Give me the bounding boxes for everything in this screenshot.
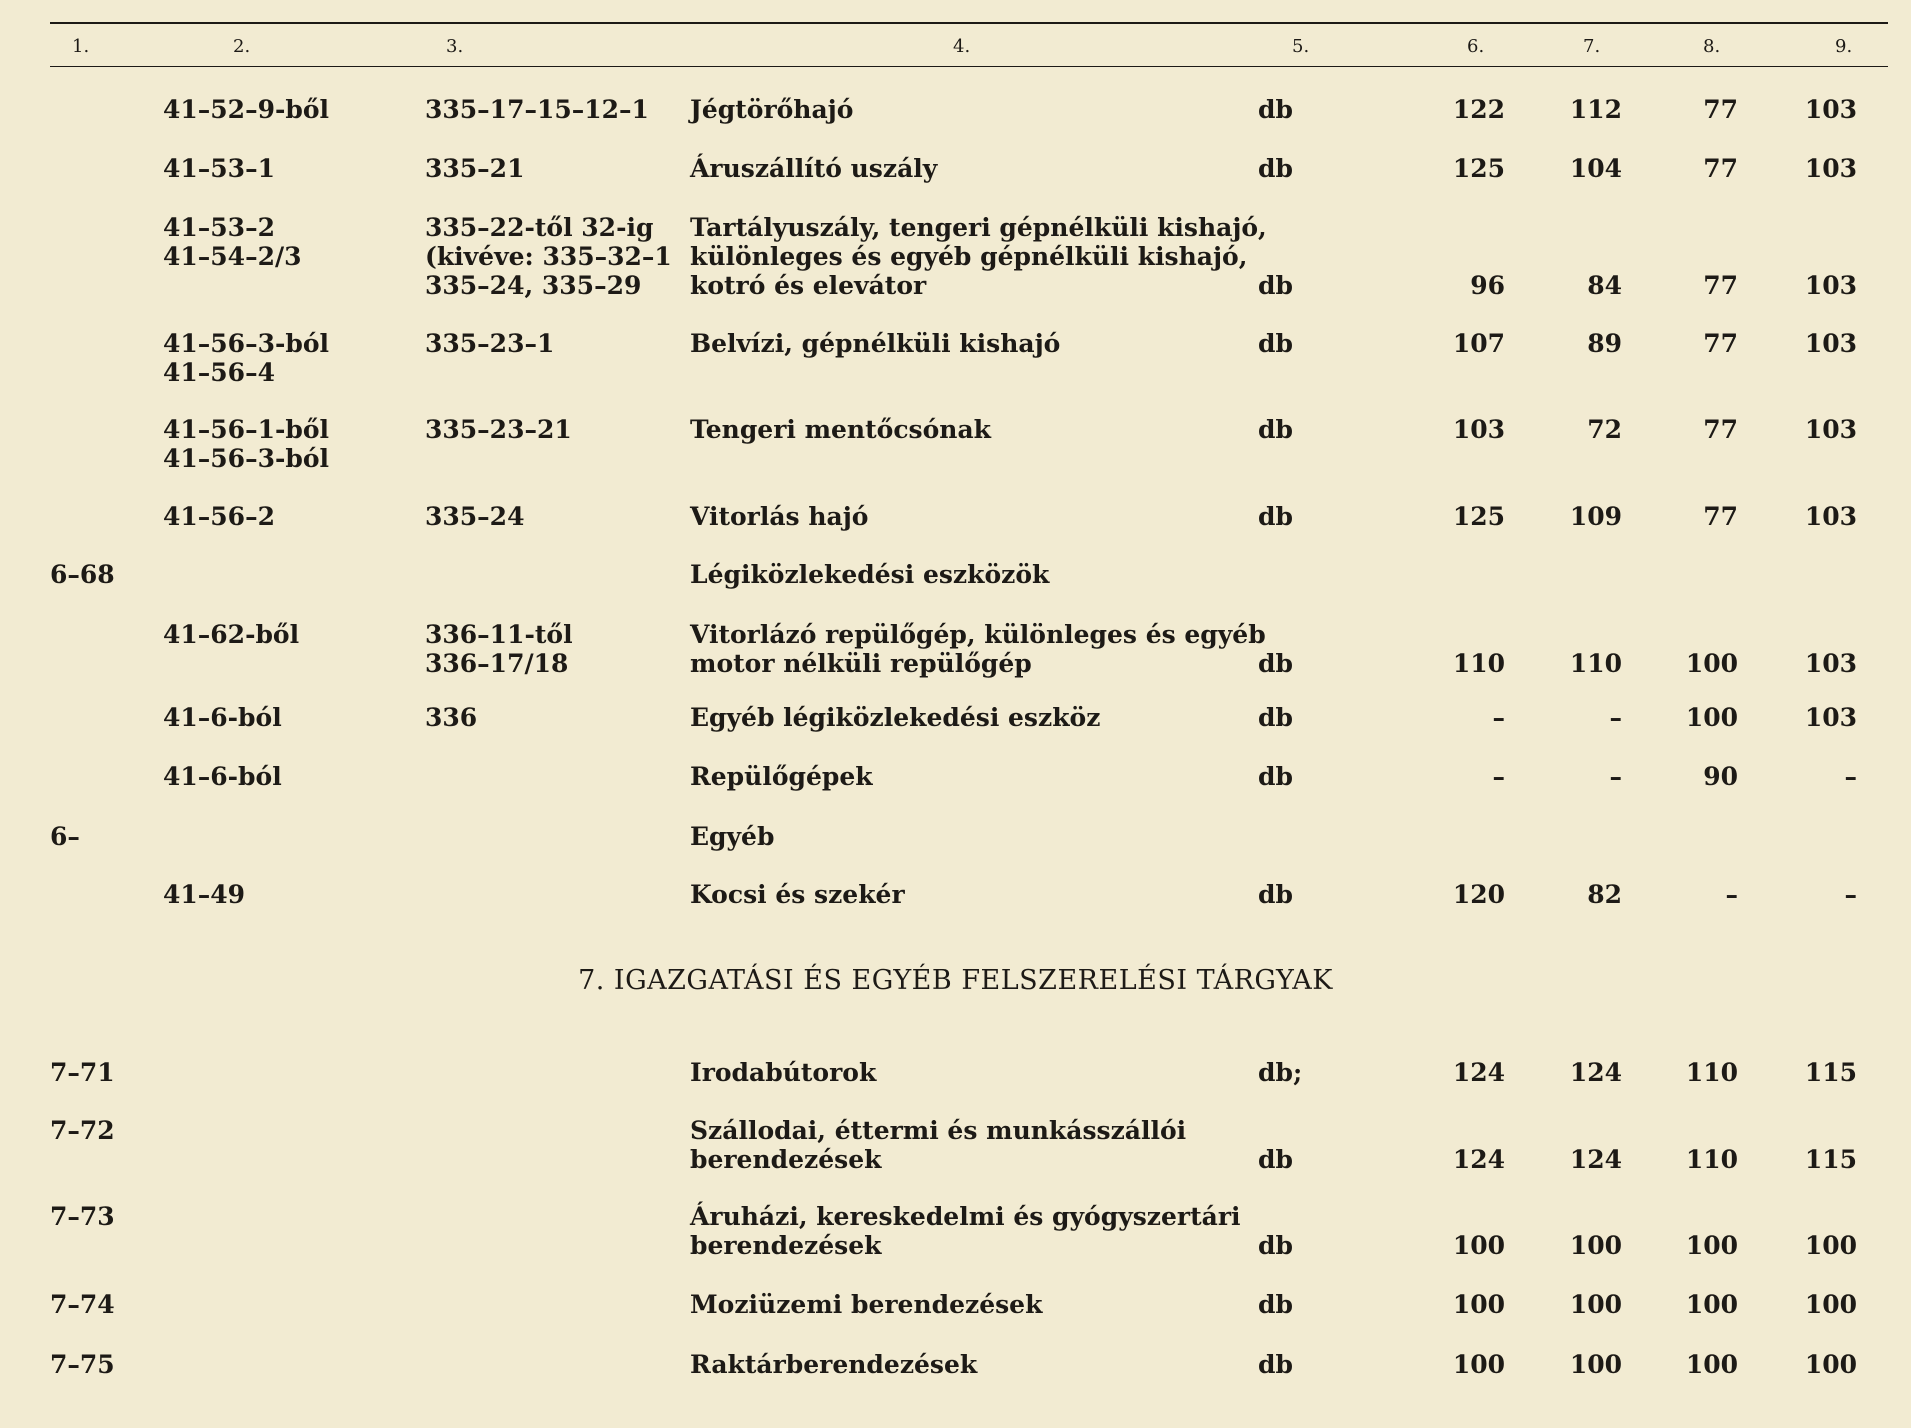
cell-n9: 100 xyxy=(1804,1350,1857,1379)
cell-n7: 100 xyxy=(1569,1350,1622,1379)
cell-c5: db xyxy=(1258,154,1293,183)
cell-n9: 100 xyxy=(1804,1290,1857,1319)
cell-n8: 100 xyxy=(1685,1290,1738,1319)
cell-n7: 100 xyxy=(1569,1290,1622,1319)
cell-c4: Egyéb xyxy=(690,822,775,851)
cell-c4: Áruszállító uszály xyxy=(690,154,938,183)
cell-n7: 109 xyxy=(1569,502,1622,531)
cell-n8: 77 xyxy=(1703,502,1738,531)
cell-n8: 110 xyxy=(1685,1145,1738,1174)
column-header-2: 2. xyxy=(233,36,251,57)
column-header-1: 1. xyxy=(72,36,90,57)
cell-n7: 89 xyxy=(1587,329,1622,358)
cell-c5: db xyxy=(1258,880,1293,909)
cell-c2: 41–56–1-ből 41–56–3-ból xyxy=(163,415,330,473)
cell-c1: 7–71 xyxy=(50,1058,115,1087)
cell-c1: 7–75 xyxy=(50,1350,115,1379)
cell-c3: 335–22-től 32-ig (kivéve: 335–32–1 335–24, 335–29 xyxy=(425,213,672,300)
cell-c2: 41–6-ból xyxy=(163,703,282,732)
cell-n7: 100 xyxy=(1569,1231,1622,1260)
cell-n6: 120 xyxy=(1452,880,1505,909)
cell-c5: db; xyxy=(1258,1058,1303,1087)
cell-c1: 7–74 xyxy=(50,1290,115,1319)
cell-n8: 100 xyxy=(1685,1350,1738,1379)
section-title: 7. IGAZGATÁSI ÉS EGYÉB FELSZERELÉSI TÁRGYAK xyxy=(578,965,1333,996)
cell-n8: – xyxy=(1725,880,1738,909)
cell-n8: 100 xyxy=(1685,1231,1738,1260)
cell-c1: 6– xyxy=(50,822,80,851)
cell-n7: 84 xyxy=(1587,271,1622,300)
cell-c4: Kocsi és szekér xyxy=(690,880,905,909)
cell-n8: 100 xyxy=(1685,703,1738,732)
cell-n6: 122 xyxy=(1452,95,1505,124)
cell-c2: 41–6-ból xyxy=(163,762,282,791)
cell-n6: 110 xyxy=(1452,649,1505,678)
cell-n9: 103 xyxy=(1804,329,1857,358)
cell-n9: 103 xyxy=(1804,649,1857,678)
cell-c5: db xyxy=(1258,502,1293,531)
cell-c5: db xyxy=(1258,415,1293,444)
cell-c1: 7–72 xyxy=(50,1116,115,1145)
cell-c3: 336–11-től 336–17/18 xyxy=(425,620,573,678)
cell-c1: 6–68 xyxy=(50,560,115,589)
cell-n7: 124 xyxy=(1569,1058,1622,1087)
cell-n6: – xyxy=(1492,762,1505,791)
cell-c5: db xyxy=(1258,1290,1293,1319)
cell-n8: 77 xyxy=(1703,154,1738,183)
cell-c4: Vitorlázó repülőgép, különleges és egyéb motor nélküli repülőgép xyxy=(690,620,1266,678)
column-header-8: 8. xyxy=(1703,36,1721,57)
cell-c2: 41–53–2 41–54–2/3 xyxy=(163,213,302,271)
cell-c2: 41–62-ből xyxy=(163,620,300,649)
cell-n9: 100 xyxy=(1804,1231,1857,1260)
cell-c5: db xyxy=(1258,271,1293,300)
header-rule xyxy=(50,66,1888,67)
cell-n6: 100 xyxy=(1452,1290,1505,1319)
cell-c2: 41–49 xyxy=(163,880,246,909)
cell-n7: 124 xyxy=(1569,1145,1622,1174)
cell-n6: 103 xyxy=(1452,415,1505,444)
cell-n7: – xyxy=(1609,703,1622,732)
cell-n7: 112 xyxy=(1569,95,1622,124)
cell-c3: 336 xyxy=(425,703,478,732)
cell-c3: 335–23–21 xyxy=(425,415,572,444)
cell-n6: – xyxy=(1492,703,1505,732)
cell-n7: 72 xyxy=(1587,415,1622,444)
cell-c5: db xyxy=(1258,329,1293,358)
cell-c4: Tartályuszály, tengeri gépnélküli kishajó, különleges és egyéb gépnélküli kishajó, kotró és elevátor xyxy=(690,213,1267,300)
cell-c4: Moziüzemi berendezések xyxy=(690,1290,1043,1319)
cell-n6: 124 xyxy=(1452,1058,1505,1087)
cell-n7: 82 xyxy=(1587,880,1622,909)
cell-c3: 335–24 xyxy=(425,502,525,531)
cell-n9: 115 xyxy=(1804,1145,1857,1174)
cell-c4: Áruházi, kereskedelmi és gyógyszertári berendezések xyxy=(690,1202,1241,1260)
cell-n8: 77 xyxy=(1703,329,1738,358)
cell-n8: 100 xyxy=(1685,649,1738,678)
column-header-5: 5. xyxy=(1292,36,1310,57)
cell-c5: db xyxy=(1258,762,1293,791)
cell-c4: Légiközlekedési eszközök xyxy=(690,560,1050,589)
cell-c2: 41–56–2 xyxy=(163,502,275,531)
column-header-3: 3. xyxy=(446,36,464,57)
cell-c4: Tengeri mentőcsónak xyxy=(690,415,992,444)
cell-n9: – xyxy=(1844,762,1857,791)
cell-n7: – xyxy=(1609,762,1622,791)
cell-c5: db xyxy=(1258,95,1293,124)
top-rule xyxy=(50,22,1888,24)
cell-c4: Irodabútorok xyxy=(690,1058,877,1087)
cell-c2: 41–52–9-ből xyxy=(163,95,330,124)
cell-n9: 103 xyxy=(1804,703,1857,732)
cell-n7: 104 xyxy=(1569,154,1622,183)
cell-n6: 100 xyxy=(1452,1231,1505,1260)
cell-c4: Belvízi, gépnélküli kishajó xyxy=(690,329,1061,358)
cell-c3: 335–21 xyxy=(425,154,525,183)
cell-c2: 41–53–1 xyxy=(163,154,275,183)
cell-n8: 110 xyxy=(1685,1058,1738,1087)
cell-n8: 77 xyxy=(1703,415,1738,444)
cell-c3: 335–17–15–12–1 xyxy=(425,95,649,124)
cell-c5: db xyxy=(1258,649,1293,678)
cell-n6: 124 xyxy=(1452,1145,1505,1174)
cell-c4: Szállodai, éttermi és munkásszállói berendezések xyxy=(690,1116,1187,1174)
cell-c4: Egyéb légiközlekedési eszköz xyxy=(690,703,1101,732)
cell-c5: db xyxy=(1258,1231,1293,1260)
column-header-9: 9. xyxy=(1835,36,1853,57)
cell-c4: Jégtörőhajó xyxy=(690,95,854,124)
cell-n7: 110 xyxy=(1569,649,1622,678)
cell-n9: 103 xyxy=(1804,502,1857,531)
cell-n9: 103 xyxy=(1804,271,1857,300)
cell-c5: db xyxy=(1258,1145,1293,1174)
cell-n6: 107 xyxy=(1452,329,1505,358)
cell-n9: 103 xyxy=(1804,154,1857,183)
cell-c4: Repülőgépek xyxy=(690,762,873,791)
cell-c5: db xyxy=(1258,1350,1293,1379)
column-header-7: 7. xyxy=(1583,36,1601,57)
cell-n6: 96 xyxy=(1470,271,1505,300)
cell-c1: 7–73 xyxy=(50,1202,115,1231)
cell-c4: Vitorlás hajó xyxy=(690,502,869,531)
cell-n9: 115 xyxy=(1804,1058,1857,1087)
column-header-4: 4. xyxy=(953,36,971,57)
cell-n9: – xyxy=(1844,880,1857,909)
cell-n9: 103 xyxy=(1804,95,1857,124)
cell-c5: db xyxy=(1258,703,1293,732)
cell-c2: 41–56–3-ból 41–56–4 xyxy=(163,329,330,387)
column-header-6: 6. xyxy=(1467,36,1485,57)
cell-n9: 103 xyxy=(1804,415,1857,444)
cell-c3: 335–23–1 xyxy=(425,329,555,358)
cell-c4: Raktárberendezések xyxy=(690,1350,978,1379)
cell-n8: 90 xyxy=(1703,762,1738,791)
cell-n6: 125 xyxy=(1452,502,1505,531)
cell-n6: 100 xyxy=(1452,1350,1505,1379)
cell-n8: 77 xyxy=(1703,95,1738,124)
cell-n8: 77 xyxy=(1703,271,1738,300)
cell-n6: 125 xyxy=(1452,154,1505,183)
